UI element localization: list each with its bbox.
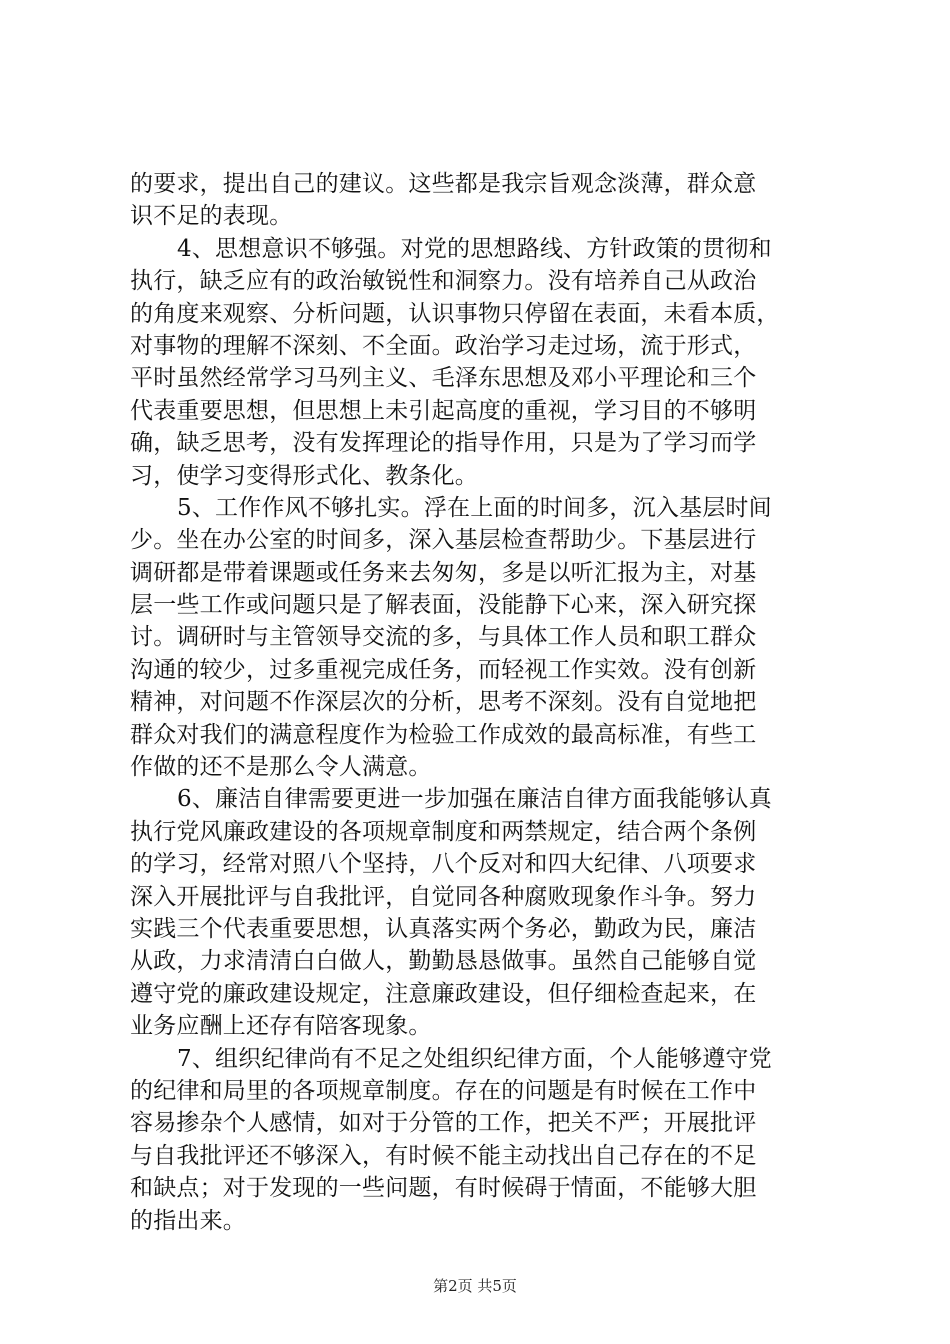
text-line: 精神，对问题不作深层次的分析，思考不深刻。没有自觉地把 bbox=[130, 689, 757, 716]
text-line: 执行，缺乏应有的政治敏锐性和洞察力。没有培养自己从政治 bbox=[130, 268, 757, 295]
text-line: 5、工作作风不够扎实。浮在上面的时间多，沉入基层时间 bbox=[177, 494, 772, 521]
text-line: 确，缺乏思考，没有发挥理论的指导作用，只是为了学习而学 bbox=[130, 430, 757, 457]
paragraph bbox=[130, 168, 830, 233]
text-line: 平时虽然经常学习马列主义、毛泽东思想及邓小平理论和三个 bbox=[130, 365, 757, 392]
text-line: 的要求，提出自己的建议。这些都是我宗旨观念淡薄，群众意 bbox=[130, 171, 757, 197]
text-line: 讨。调研时与主管领导交流的多，与具体工作人员和职工群众 bbox=[130, 624, 757, 651]
text-line: 群众对我们的满意程度作为检验工作成效的最高标准，有些工 bbox=[130, 721, 757, 748]
text-line: 6、廉洁自律需要更进一步加强在廉洁自律方面我能够认真 bbox=[177, 786, 772, 813]
text-line: 代表重要思想，但思想上未引起高度的重视，学习目的不够明 bbox=[130, 397, 757, 424]
paragraph bbox=[130, 1043, 830, 1237]
text-line: 的角度来观察、分析问题，认识事物只停留在表面，未看本质， bbox=[130, 300, 780, 327]
page-footer bbox=[0, 1276, 950, 1296]
text-line: 对事物的理解不深刻、不全面。政治学习走过场，流于形式， bbox=[130, 332, 757, 359]
text-line: 习，使学习变得形式化、教条化。 bbox=[130, 462, 478, 489]
text-line: 执行党风廉政建设的各项规章制度和两禁规定，结合两个条例 bbox=[130, 818, 757, 845]
text-line: 沟通的较少，过多重视完成任务，而轻视工作实效。没有创新 bbox=[130, 656, 757, 683]
paragraph bbox=[130, 783, 830, 1042]
text-line: 遵守党的廉政建设规定，注意廉政建设，但仔细检查起来，在 bbox=[130, 980, 757, 1007]
text-line: 和缺点；对于发现的一些问题，有时候碍于情面，不能够大胆 bbox=[130, 1175, 757, 1202]
text-line: 的指出来。 bbox=[130, 1207, 246, 1234]
document-body bbox=[130, 168, 830, 1237]
text-line: 7、组织纪律尚有不足之处组织纪律方面，个人能够遵守党 bbox=[177, 1045, 772, 1072]
page-number-label: 第2页 共5页 bbox=[433, 1277, 517, 1295]
text-line: 4、思想意识不够强。对党的思想路线、方针政策的贯彻和 bbox=[177, 235, 772, 262]
text-line: 识不足的表现。 bbox=[130, 203, 293, 230]
text-line: 少。坐在办公室的时间多，深入基层检查帮助少。下基层进行 bbox=[130, 527, 757, 554]
text-line: 业务应酬上还存有陪客现象。 bbox=[130, 1013, 432, 1040]
text-line: 与自我批评还不够深入，有时候不能主动找出自己存在的不足 bbox=[130, 1142, 757, 1169]
text-line: 从政，力求清清白白做人，勤勤恳恳做事。虽然自己能够自觉 bbox=[130, 948, 757, 975]
text-line: 实践三个代表重要思想，认真落实两个务必，勤政为民，廉洁 bbox=[130, 915, 757, 942]
paragraph bbox=[130, 233, 830, 492]
text-line: 调研都是带着课题或任务来去匆匆，多是以听汇报为主，对基 bbox=[130, 559, 757, 586]
text-line: 容易掺杂个人感情，如对于分管的工作，把关不严；开展批评 bbox=[130, 1110, 757, 1137]
text-line: 深入开展批评与自我批评，自觉同各种腐败现象作斗争。努力 bbox=[130, 883, 757, 910]
text-line: 的纪律和局里的各项规章制度。存在的问题是有时候在工作中 bbox=[130, 1077, 757, 1104]
paragraph bbox=[130, 492, 830, 784]
text-line: 的学习，经常对照八个坚持，八个反对和四大纪律、八项要求 bbox=[130, 851, 757, 878]
text-line: 层一些工作或问题只是了解表面，没能静下心来，深入研究探 bbox=[130, 592, 757, 619]
text-line: 作做的还不是那么令人满意。 bbox=[130, 754, 432, 781]
